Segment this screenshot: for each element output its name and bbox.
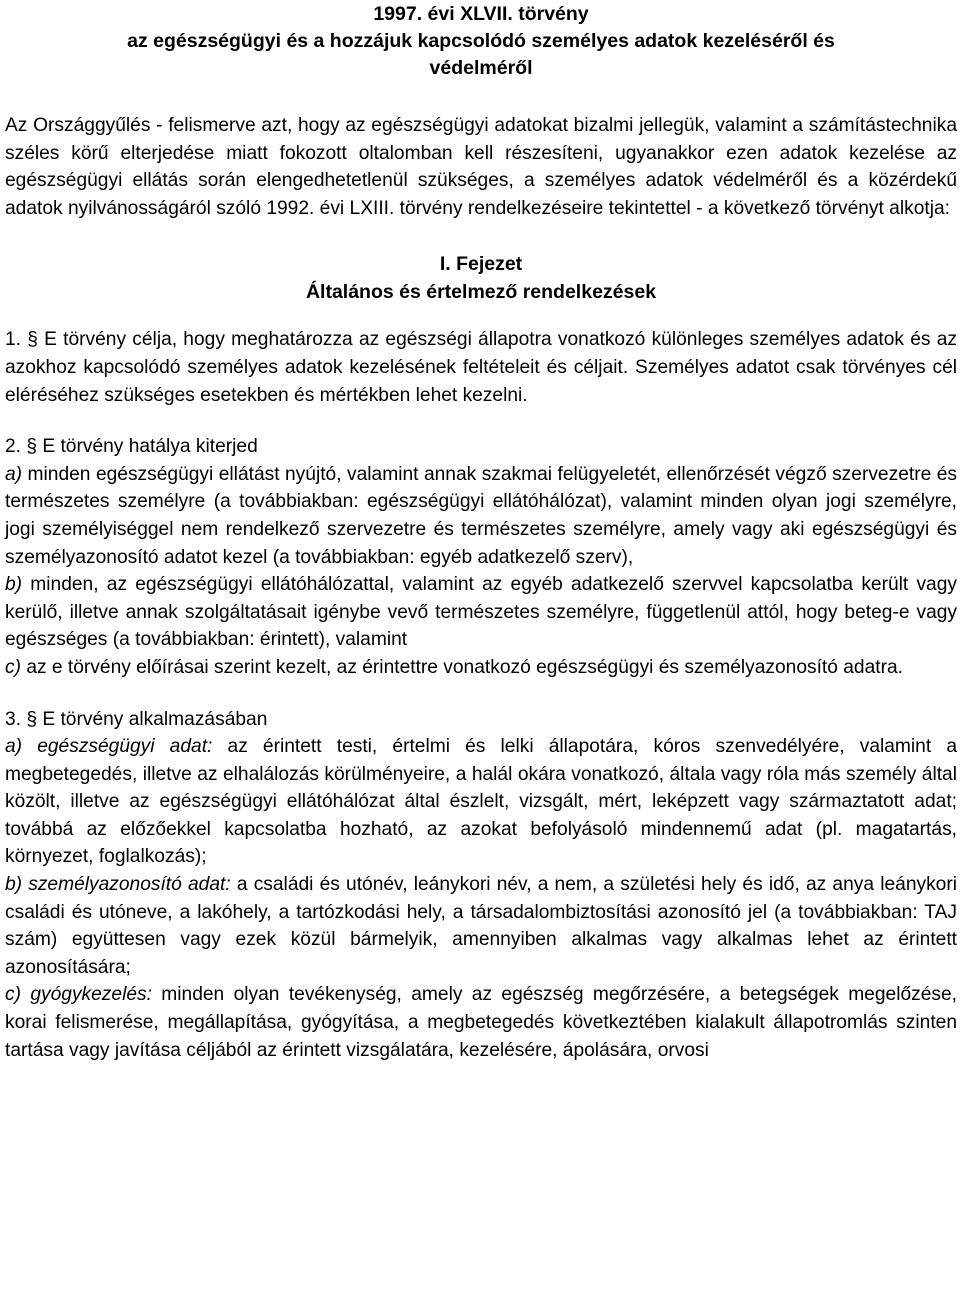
chapter-title: Általános és értelmező rendelkezések: [305, 281, 657, 304]
item-text: minden egészségügyi ellátást nyújtó, valamint annak szakmai felügyeletét, ellenőrzését végző szervezetre és természetes személyre (a továbbiakban: egészségügyi ellátóhálózat), valamint minden olyan jogi személyre, jogi személyiséggel nem rendelkező szervezetre és természetes személyre, amely vagy aki egészségügyi és személyazonosító adatot kezel (a továbbiakban: egyéb adatkezelő szerv),: [5, 463, 957, 568]
section-2-heading: 2. § E törvény hatálya kiterjed: [5, 436, 258, 458]
preamble: Az Országgyűlés - felismerve azt, hogy az egészségügyi adatokat bizalmi jellegük, valamint a számítástechnika széles körű elterjedése miatt fokozott oltalomban kell részesíteni, ugyanakkor ezen adatok kezelése az egészségügyi ellátás során elengedhetetlenül szükséges, a személyes adatok védelméről és a közérdekű adatok nyilvánosságáról szóló 1992. évi LXIII. törvény rendelkezéseire tekintettel - a következő törvényt alkotja:: [5, 115, 957, 219]
item-text: az e törvény előírásai szerint kezelt, az érintettre vonatkozó egészségügyi és személyazonosító adatra.: [20, 656, 904, 678]
section-3-item-c: [5, 981, 957, 1064]
item-text: minden, az egészségügyi ellátóhálózattal, valamint az egyéb adatkezelő szervvel kapcsolatba került vagy kerülő, illetve annak szolgáltatásait igénybe vevő természetes személyre, függetlenül attól, hogy beteg-e vagy egészséges (a továbbiakban: érintett), valamint: [5, 574, 957, 651]
section-2-item-a: [5, 461, 957, 571]
definition-text: a családi és utónév, leánykori név, a nem, a születési hely és idő, az anya leánykori családi és utóneve, a lakóhely, a tartózkodási hely, a társadalombiztosítási azonosító jel (a továbbiakban: TAJ szám) együttesen vagy ezek közül bármelyik, amennyiben alkalmas vagy alkalmas lehet az érintett azonosítására;: [5, 874, 957, 978]
section-3-item-a: [5, 733, 957, 871]
definition-term: b) személyazonosító adat:: [5, 874, 231, 896]
section-2: [5, 433, 957, 681]
definition-term: c) gyógykezelés:: [5, 984, 152, 1006]
document-title: [5, 1, 957, 82]
section-3-heading: 3. § E törvény alkalmazásában: [5, 708, 268, 730]
section-3-item-b: [5, 871, 957, 981]
section-1: 1. § E törvény célja, hogy meghatározza az egészségi állapotra vonatkozó különleges személyes adatok és az azokhoz kapcsolódó személyes adatok kezelésének feltételeit és céljait. Személyes adatot csak törvényes cél eléréséhez szükséges esetekben és mértékben lehet kezelni.: [5, 329, 957, 406]
document-page: [5, 0, 957, 1064]
item-label: a): [5, 463, 23, 485]
title-line-1: 1997. évi XLVII. törvény: [373, 3, 589, 25]
chapter-number: I. Fejezet: [439, 253, 523, 276]
definition-term: a) egészségügyi adat:: [5, 736, 213, 758]
definition-text: az érintett testi, értelmi és lelki állapotára, kóros szenvedélyére, valamint a megbetegedés, illetve az elhalálozás körülményeire, a halál okára vonatkozó, általa vagy róla más személy által közölt, illetve az egészségügyi ellátóhálózat által észlelt, vizsgált, mért, leképzett vagy származtatott adat; továbbá az előzőekkel kapcsolatba hozható, az azokat befolyásoló mindennemű adat (pl. magatartás, környezet, foglalkozás);: [5, 736, 957, 868]
title-line-2: az egészségügyi és a hozzájuk kapcsolódó személyes adatok kezeléséről és: [127, 30, 835, 52]
chapter-heading: [5, 250, 957, 306]
section-2-item-c: [5, 654, 957, 682]
definition-text: minden olyan tevékenység, amely az egészség megőrzésére, a betegségek megelőzése, korai felismerése, megállapítása, gyógyítása, a megbetegedés következtében kialakult állapotromlás szinten tartása vagy javítása céljából az érintett vizsgálatára, kezelésére, ápolására, orvosi: [5, 984, 957, 1061]
section-3: [5, 706, 957, 1065]
item-label: b): [5, 574, 23, 596]
section-2-item-b: [5, 571, 957, 654]
item-label: c): [5, 656, 21, 678]
title-line-3: védelméről: [429, 57, 533, 79]
